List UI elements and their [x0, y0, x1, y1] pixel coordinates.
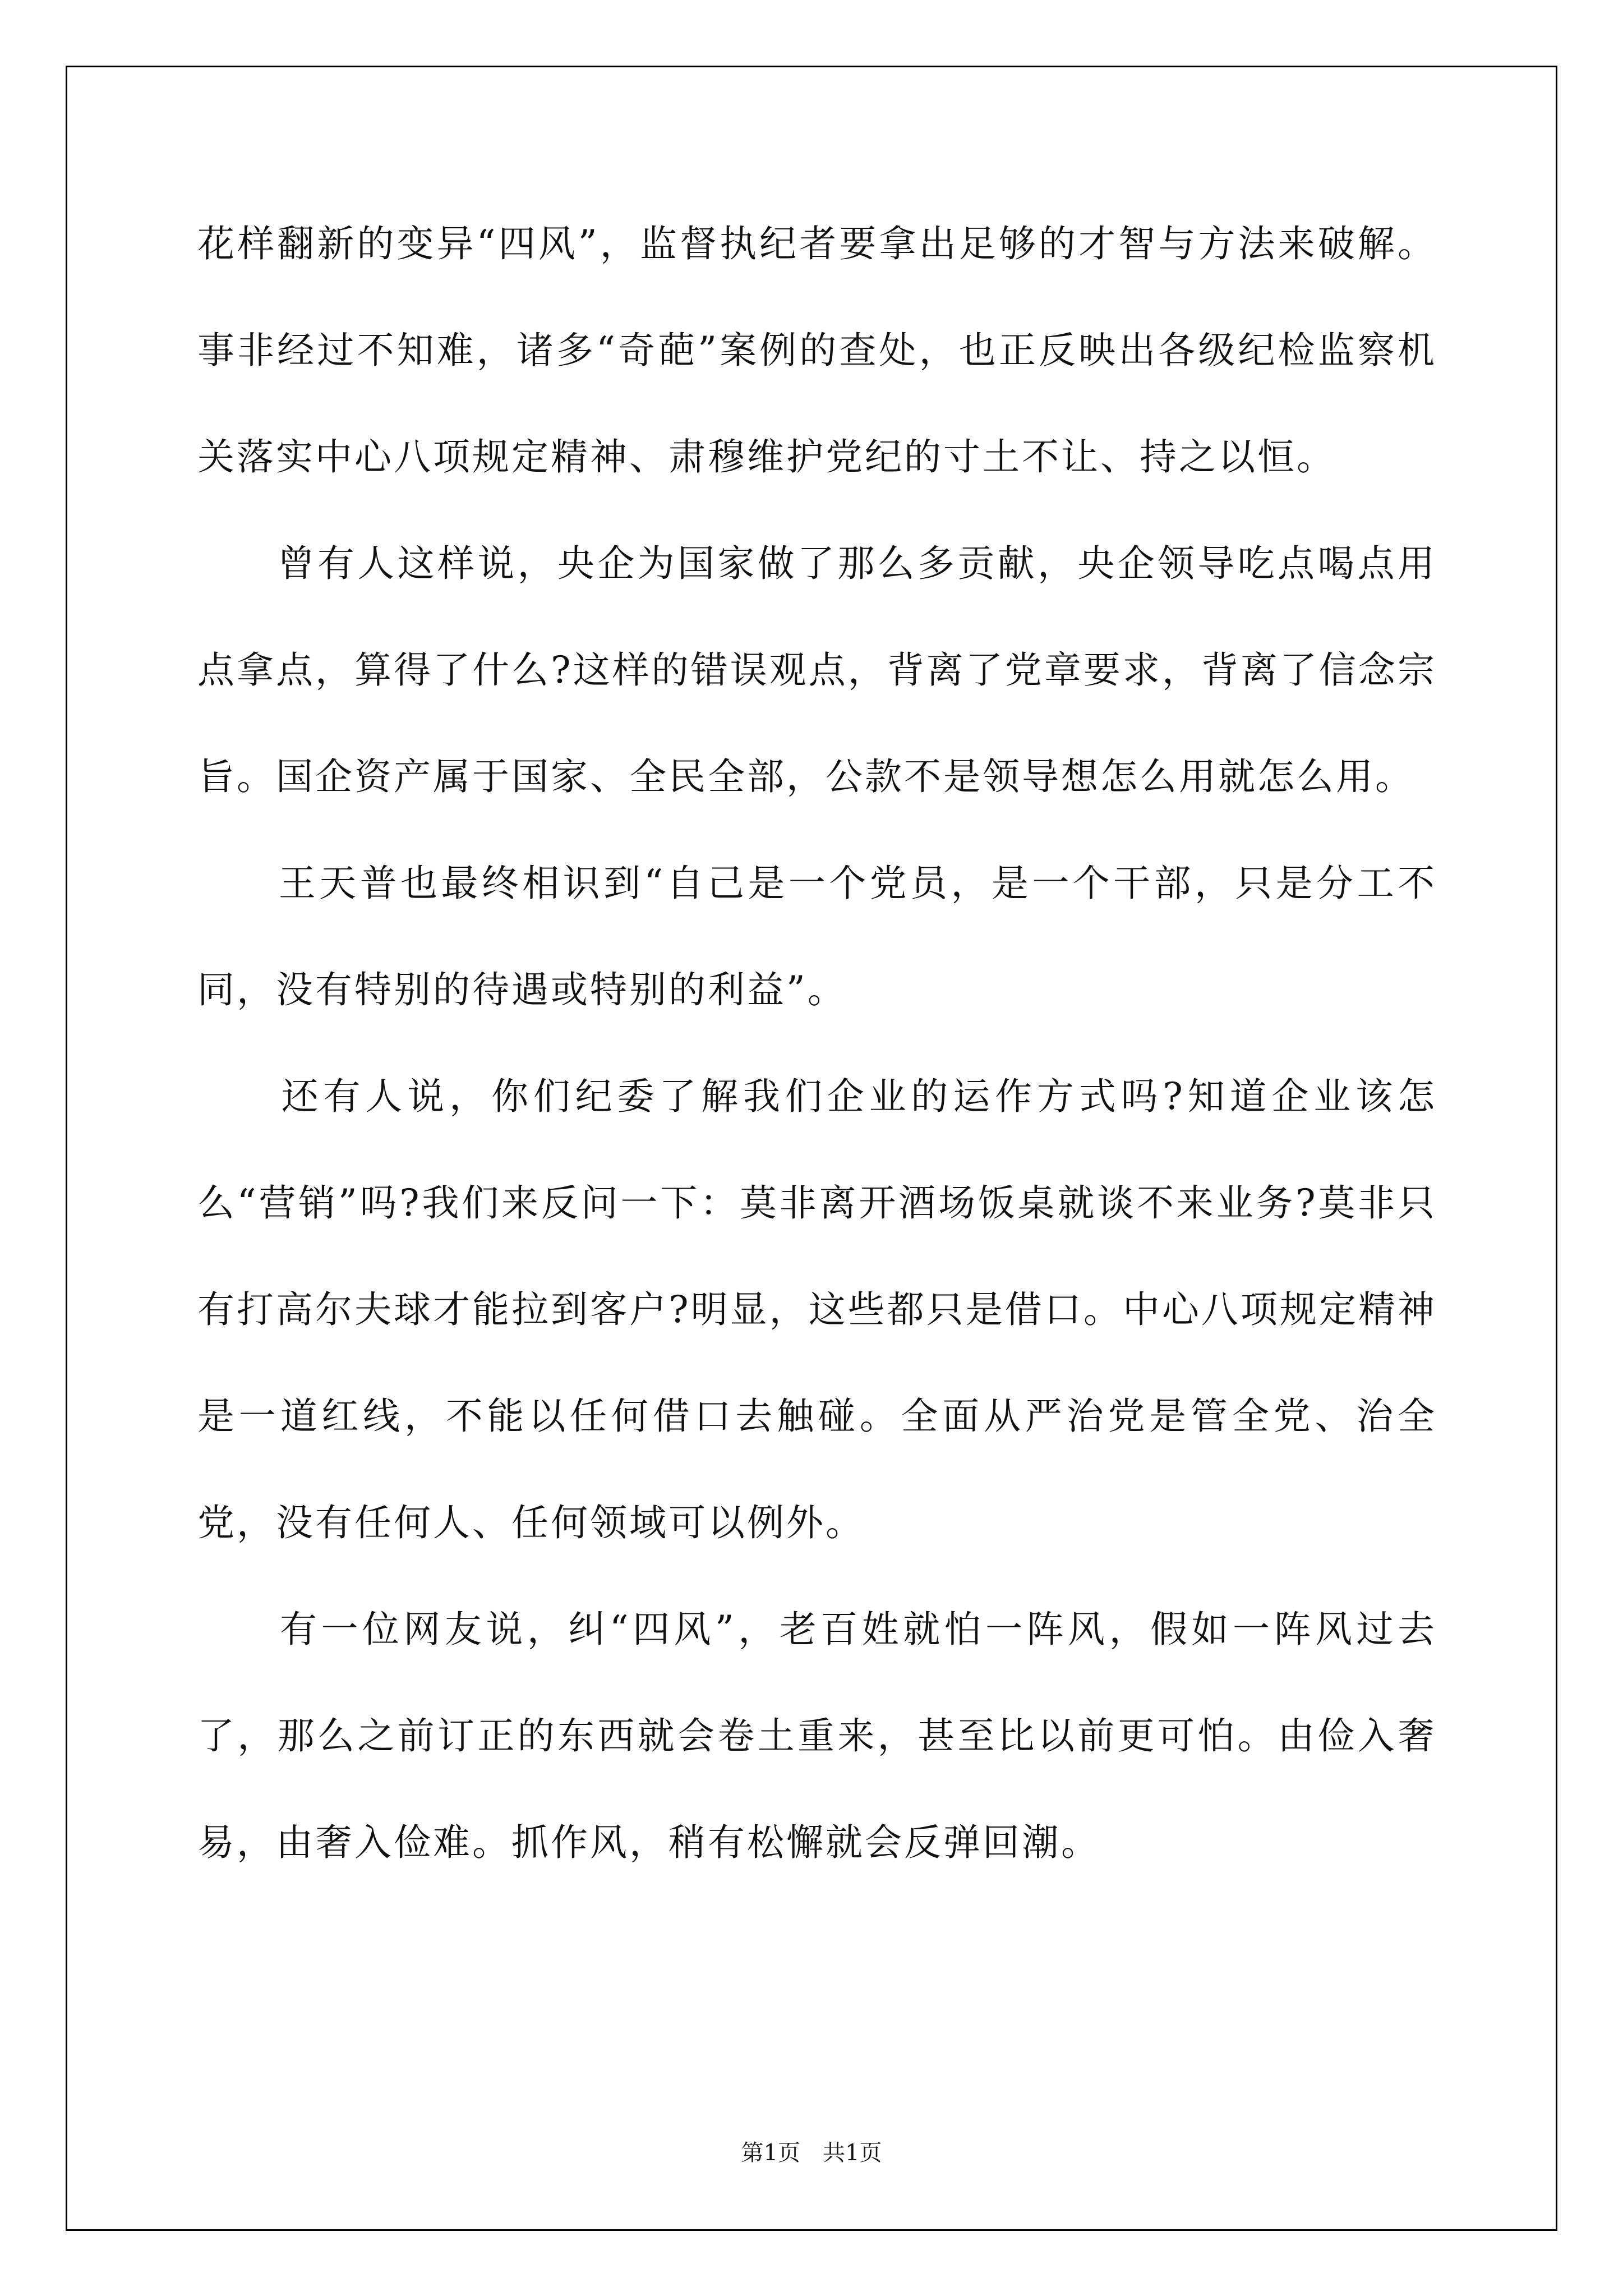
paragraph-5: 有一位网友说，纠“四风”，老百姓就怕一阵风，假如一阵风过去了，那么之前订正的东西就会卷土重来，甚至比以前更可怕。由俭入奢易，由奢入俭难。抓作风，稍有松懈就会反弹回潮。	[197, 1608, 1437, 1864]
page-footer: 第1页 共1页	[741, 2140, 882, 2166]
paragraph-4: 还有人说，你们纪委了解我们企业的运作方式吗?知道企业该怎么“营销”吗?我们来反问一下：莫非离开酒场饭桌就谈不来业务?莫非只有打高尔夫球才能拉到客户?明显，这些都只是借口。中心八项规定精神是一道红线，不能以任何借口去触碰。全面从严治党是管全党、治全党，没有任何人、任何领域可以例外。	[197, 1075, 1437, 1544]
document-body	[197, 191, 1437, 1896]
paragraph-3: 王天普也最终相识到“自己是一个党员，是一个干部，只是分工不同，没有特别的待遇或特别的利益”。	[197, 862, 1437, 1011]
paragraph-2: 曾有人这样说，央企为国家做了那么多贡献，央企领导吃点喝点用点拿点，算得了什么?这样的错误观点，背离了党章要求，背离了信念宗旨。国企资产属于国家、全民全部，公款不是领导想怎么用就怎么用。	[197, 542, 1437, 798]
paragraph-1: 花样翻新的变异“四风”，监督执纪者要拿出足够的才智与方法来破解。事非经过不知难，诸多“奇葩”案例的查处，也正反映出各级纪检监察机关落实中心八项规定精神、肃穆维护党纪的寸土不让、持之以恒。	[197, 222, 1437, 478]
